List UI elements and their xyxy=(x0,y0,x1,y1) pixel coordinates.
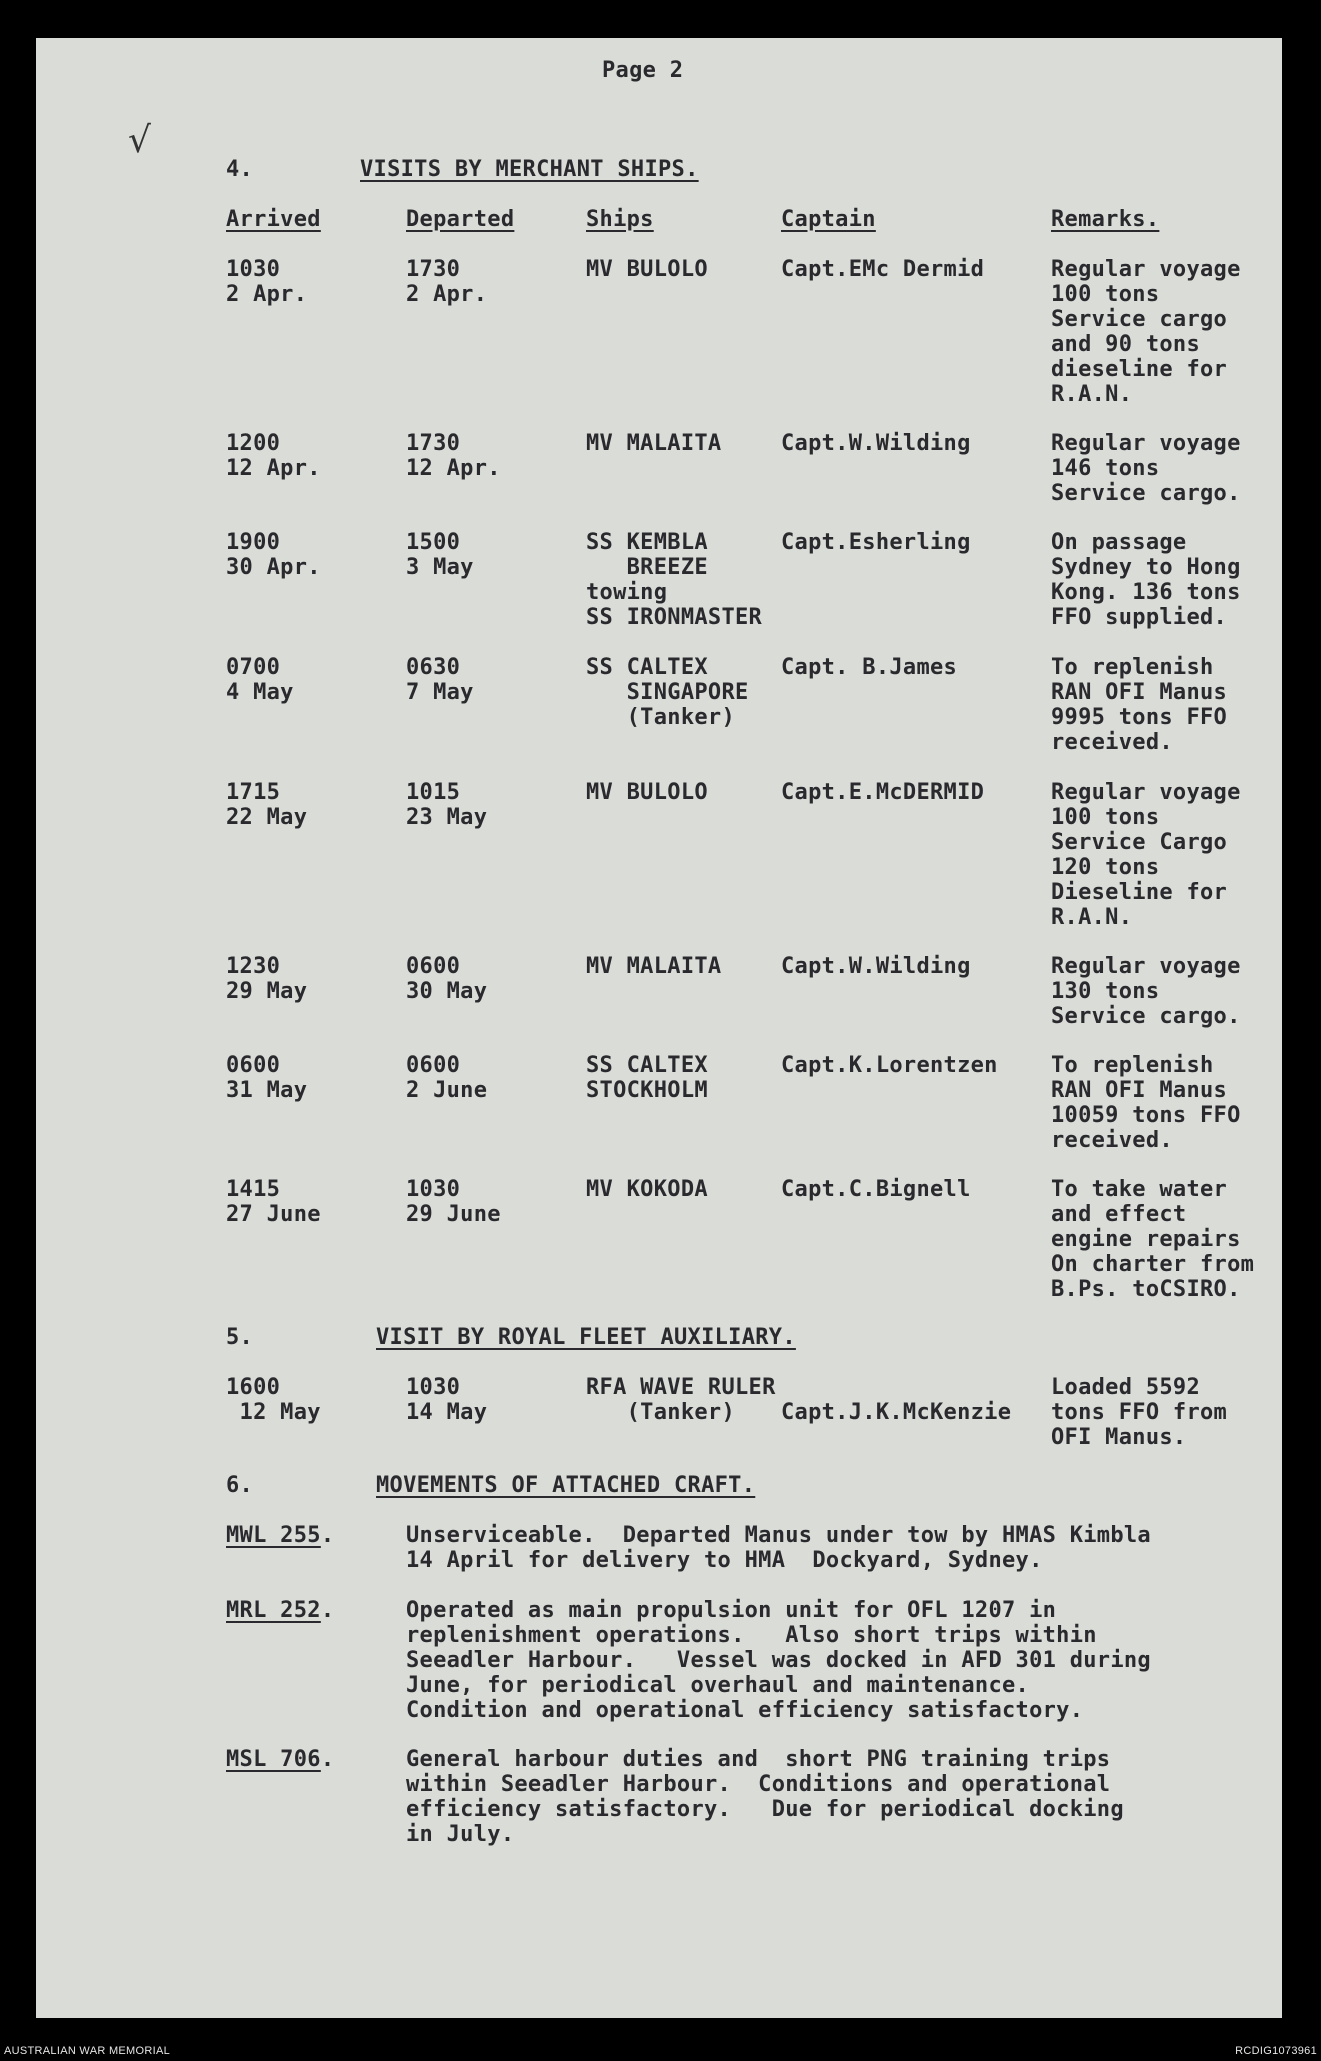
cell-captain: Capt.K.Lorentzen xyxy=(781,1053,998,1078)
cell-ship: SS CALTEX SINGAPORE (Tanker) xyxy=(586,655,749,730)
cell-arrived: 1415 27 June xyxy=(226,1177,321,1227)
section-4-number: 4. xyxy=(226,157,254,182)
cell-arrived: 1030 2 Apr. xyxy=(226,257,308,307)
cell-departed: 1030 29 June xyxy=(406,1177,501,1227)
cell-arrived: 1900 30 Apr. xyxy=(226,530,321,580)
craft-label: MSL 706. xyxy=(226,1747,335,1772)
cell-captain: Capt.C.Bignell xyxy=(781,1177,971,1202)
cell-departed: 1500 3 May xyxy=(406,530,474,580)
cell-departed: 1015 23 May xyxy=(406,780,488,830)
craft-label-text: MWL 255 xyxy=(226,1523,321,1548)
cell-captain: Capt.E.McDERMID xyxy=(781,780,985,805)
craft-label: MWL 255. xyxy=(226,1523,335,1548)
page-number: Page 2 xyxy=(602,58,684,83)
cell-ship: RFA WAVE RULER (Tanker) xyxy=(586,1375,776,1425)
section-6-heading: MOVEMENTS OF ATTACHED CRAFT. xyxy=(376,1473,756,1498)
section-5-number: 5. xyxy=(226,1325,254,1350)
column-header-arrived: Arrived xyxy=(226,207,321,232)
craft-label: MRL 252. xyxy=(226,1598,335,1623)
column-header-ships: Ships xyxy=(586,207,654,232)
section-5-heading: VISIT BY ROYAL FLEET AUXILIARY. xyxy=(376,1325,796,1350)
cell-remarks: To replenish RAN OFI Manus 9995 tons FFO received. xyxy=(1051,655,1228,755)
cell-departed: 0600 2 June xyxy=(406,1053,488,1103)
cell-captain: Capt.W.Wilding xyxy=(781,431,971,456)
column-header-remarks: Remarks. xyxy=(1051,207,1160,232)
craft-description: General harbour duties and short PNG training trips within Seeadler Harbour. Conditions and operational efficiency satisfactory. Due for periodical docking in July. xyxy=(406,1747,1124,1847)
cell-captain: Capt.Esherling xyxy=(781,530,971,555)
cell-remarks: To replenish RAN OFI Manus 10059 tons FFO received. xyxy=(1051,1053,1241,1153)
footer-record-id: RCDIG1073961 xyxy=(1235,2045,1317,2057)
cell-departed: 0630 7 May xyxy=(406,655,474,705)
footer-archive-name: AUSTRALIAN WAR MEMORIAL xyxy=(4,2045,171,2057)
cell-departed: 1730 2 Apr. xyxy=(406,257,488,307)
column-header-captain: Captain xyxy=(781,207,876,232)
section-6-number: 6. xyxy=(226,1473,254,1498)
craft-description: Operated as main propulsion unit for OFL 1207 in replenishment operations. Also short trips within Seeadler Harbour. Vessel was docked in AFD 301 during June, for periodical overhaul and maintenance. Condition and operational efficiency satisfactory. xyxy=(406,1598,1151,1723)
cell-remarks: Regular voyage 100 tons Service Cargo 120 tons Dieseline for R.A.N. xyxy=(1051,780,1241,930)
cell-arrived: 1715 22 May xyxy=(226,780,308,830)
handwritten-tick-mark: √ xyxy=(128,120,151,161)
cell-arrived: 0600 31 May xyxy=(226,1053,308,1103)
cell-remarks: Regular voyage 100 tons Service cargo and 90 tons dieseline for R.A.N. xyxy=(1051,257,1241,407)
cell-departed: 1730 12 Apr. xyxy=(406,431,501,481)
cell-ship: SS CALTEX STOCKHOLM xyxy=(586,1053,708,1103)
cell-captain: Capt. B.James xyxy=(781,655,958,680)
cell-remarks: Regular voyage 146 tons Service cargo. xyxy=(1051,431,1241,506)
craft-description: Unserviceable. Departed Manus under tow by HMAS Kimbla 14 April for delivery to HMA Dockyard, Sydney. xyxy=(406,1523,1151,1573)
cell-ship: MV KOKODA xyxy=(586,1177,708,1202)
cell-captain: Capt.J.K.McKenzie xyxy=(781,1400,1012,1425)
cell-ship: MV MALAITA xyxy=(586,954,722,979)
cell-arrived: 1230 29 May xyxy=(226,954,308,1004)
cell-remarks: Regular voyage 130 tons Service cargo. xyxy=(1051,954,1241,1029)
cell-ship: SS KEMBLA BREEZE towing SS IRONMASTER xyxy=(586,530,763,630)
cell-departed: 1030 14 May xyxy=(406,1375,488,1425)
cell-captain: Capt.EMc Dermid xyxy=(781,257,985,282)
cell-captain: Capt.W.Wilding xyxy=(781,954,971,979)
column-header-departed: Departed xyxy=(406,207,515,232)
cell-ship: MV MALAITA xyxy=(586,431,722,456)
cell-remarks: On passage Sydney to Hong Kong. 136 tons FFO supplied. xyxy=(1051,530,1241,630)
document-page xyxy=(36,38,1282,2018)
cell-arrived: 1200 12 Apr. xyxy=(226,431,321,481)
cell-departed: 0600 30 May xyxy=(406,954,488,1004)
section-4-heading: VISITS BY MERCHANT SHIPS. xyxy=(360,157,699,182)
craft-label-text: MSL 706 xyxy=(226,1747,321,1772)
cell-ship: MV BULOLO xyxy=(586,257,708,282)
cell-remarks: Loaded 5592 tons FFO from OFI Manus. xyxy=(1051,1375,1228,1450)
craft-label-text: MRL 252 xyxy=(226,1598,321,1623)
cell-arrived: 1600 12 May xyxy=(226,1375,321,1425)
cell-remarks: To take water and effect engine repairs On charter from B.Ps. toCSIRO. xyxy=(1051,1177,1255,1302)
cell-arrived: 0700 4 May xyxy=(226,655,294,705)
cell-ship: MV BULOLO xyxy=(586,780,708,805)
